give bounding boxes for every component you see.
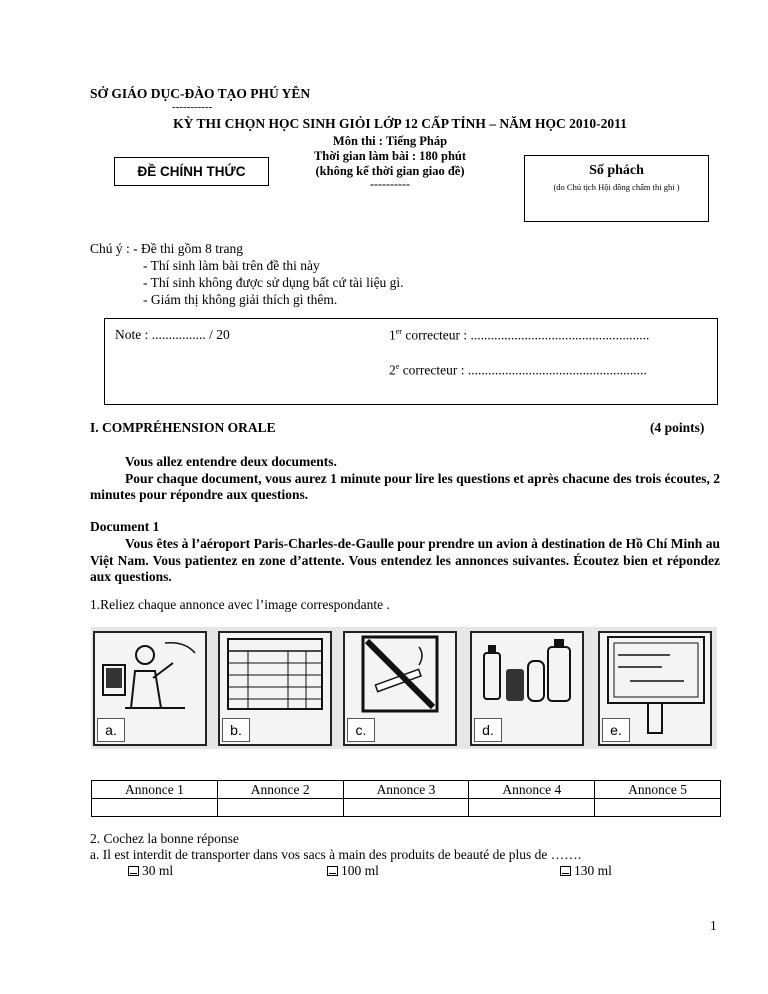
option-30ml[interactable] bbox=[128, 863, 173, 879]
annonce-table bbox=[91, 780, 721, 817]
question-2a: a. Il est interdit de transporter dans vos sacs à main des produits de beauté de plus de ……. bbox=[90, 847, 582, 862]
instruction-item: - Thí sinh làm bài trên đề thi này bbox=[143, 258, 320, 273]
subject-line: Môn thi : Tiếng Pháp bbox=[332, 134, 448, 148]
option-label: 130 ml bbox=[574, 863, 612, 878]
annonce-answer-cell[interactable] bbox=[469, 799, 595, 817]
annonce-header: Annonce 3 bbox=[343, 781, 469, 799]
checkbox-icon[interactable] bbox=[128, 866, 139, 876]
checkbox-icon[interactable] bbox=[560, 866, 571, 876]
instruction-item: - Thí sinh không được sử dụng bất cứ tài liệu gì. bbox=[143, 275, 404, 290]
document-1-text: Vous êtes à l’aéroport Paris-Charles-de-Gaulle pour prendre un avion à destination de Hồ Chí Minh au Việt Nam. Vous patientez en zone d’attente. Vous entendez les annonces suivantes. Écoutez bien et répondez aux questions. bbox=[90, 536, 720, 584]
section-points: (4 points) bbox=[650, 420, 705, 435]
image-label: b. bbox=[222, 718, 250, 742]
official-label: ĐỀ CHÍNH THỨC bbox=[137, 164, 246, 179]
second-corrector: 2e correcteur : ..................................................... bbox=[389, 362, 647, 378]
annonce-header: Annonce 4 bbox=[469, 781, 595, 799]
annonce-answer-cell[interactable] bbox=[595, 799, 721, 817]
image-label: d. bbox=[474, 718, 502, 742]
official-exam-box bbox=[114, 157, 269, 186]
option-100ml[interactable] bbox=[327, 863, 379, 879]
annonce-answer-cell[interactable] bbox=[343, 799, 469, 817]
image-d-cosmetic-bottles bbox=[470, 631, 584, 746]
image-a-announcement-desk bbox=[93, 631, 207, 746]
image-c-no-smoking bbox=[343, 631, 457, 746]
document-1-title: Document 1 bbox=[90, 519, 160, 534]
question-2: 2. Cochez la bonne réponse bbox=[90, 831, 239, 846]
annonce-header: Annonce 1 bbox=[92, 781, 218, 799]
option-130ml[interactable] bbox=[560, 863, 612, 879]
dash-line-2: ---------- bbox=[370, 177, 410, 191]
instructions-intro: Chú ý : - Đề thi gồm 8 trang bbox=[90, 241, 243, 256]
option-label: 100 ml bbox=[341, 863, 379, 878]
duration-note: (không kể thời gian giao đề) bbox=[315, 164, 465, 178]
exam-title: KỲ THI CHỌN HỌC SINH GIỎI LỚP 12 CẤP TỈNH – NĂM HỌC 2010-2011 bbox=[173, 116, 627, 131]
first-corrector: 1er correcteur : ..................................................... bbox=[389, 327, 650, 343]
page-number: 1 bbox=[710, 918, 717, 933]
score-note: Note : ................ / 20 bbox=[115, 327, 230, 342]
section-intro bbox=[90, 454, 720, 504]
document-1-context bbox=[90, 536, 720, 586]
image-label: e. bbox=[602, 718, 630, 742]
annonce-header: Annonce 2 bbox=[217, 781, 343, 799]
option-label: 30 ml bbox=[142, 863, 174, 878]
image-label: a. bbox=[97, 718, 125, 742]
image-e-flight-screen bbox=[598, 631, 712, 746]
so-phach-note: (do Chủ tịch Hội đồng chấm thi ghi ) bbox=[553, 182, 680, 192]
so-phach-title: Số phách bbox=[589, 163, 644, 178]
intro-line-1: Vous allez entendre deux documents. bbox=[125, 454, 337, 469]
question-1: 1.Reliez chaque annonce avec l’image correspondante . bbox=[90, 597, 390, 612]
intro-line-2: Pour chaque document, vous aurez 1 minute pour lire les questions et après chacune des trois écoutes, 2 minutes pour répondre aux questions. bbox=[90, 470, 720, 502]
score-box bbox=[104, 318, 718, 405]
image-b-departures-board bbox=[218, 631, 332, 746]
duration-line: Thời gian làm bài : 180 phút bbox=[313, 149, 467, 163]
so-phach-box bbox=[524, 155, 709, 222]
instruction-item: - Giám thị không giải thích gì thêm. bbox=[143, 292, 338, 307]
annonce-answer-cell[interactable] bbox=[217, 799, 343, 817]
annonce-answer-cell[interactable] bbox=[92, 799, 218, 817]
checkbox-icon[interactable] bbox=[327, 866, 338, 876]
image-label: c. bbox=[347, 718, 375, 742]
dash-line: ----------- bbox=[172, 101, 213, 113]
section-title: I. COMPRÉHENSION ORALE bbox=[90, 420, 276, 435]
instructions bbox=[90, 240, 404, 308]
department-name: SỞ GIÁO DỤC-ĐÀO TẠO PHÚ YÊN bbox=[90, 86, 311, 101]
annonce-header: Annonce 5 bbox=[595, 781, 721, 799]
